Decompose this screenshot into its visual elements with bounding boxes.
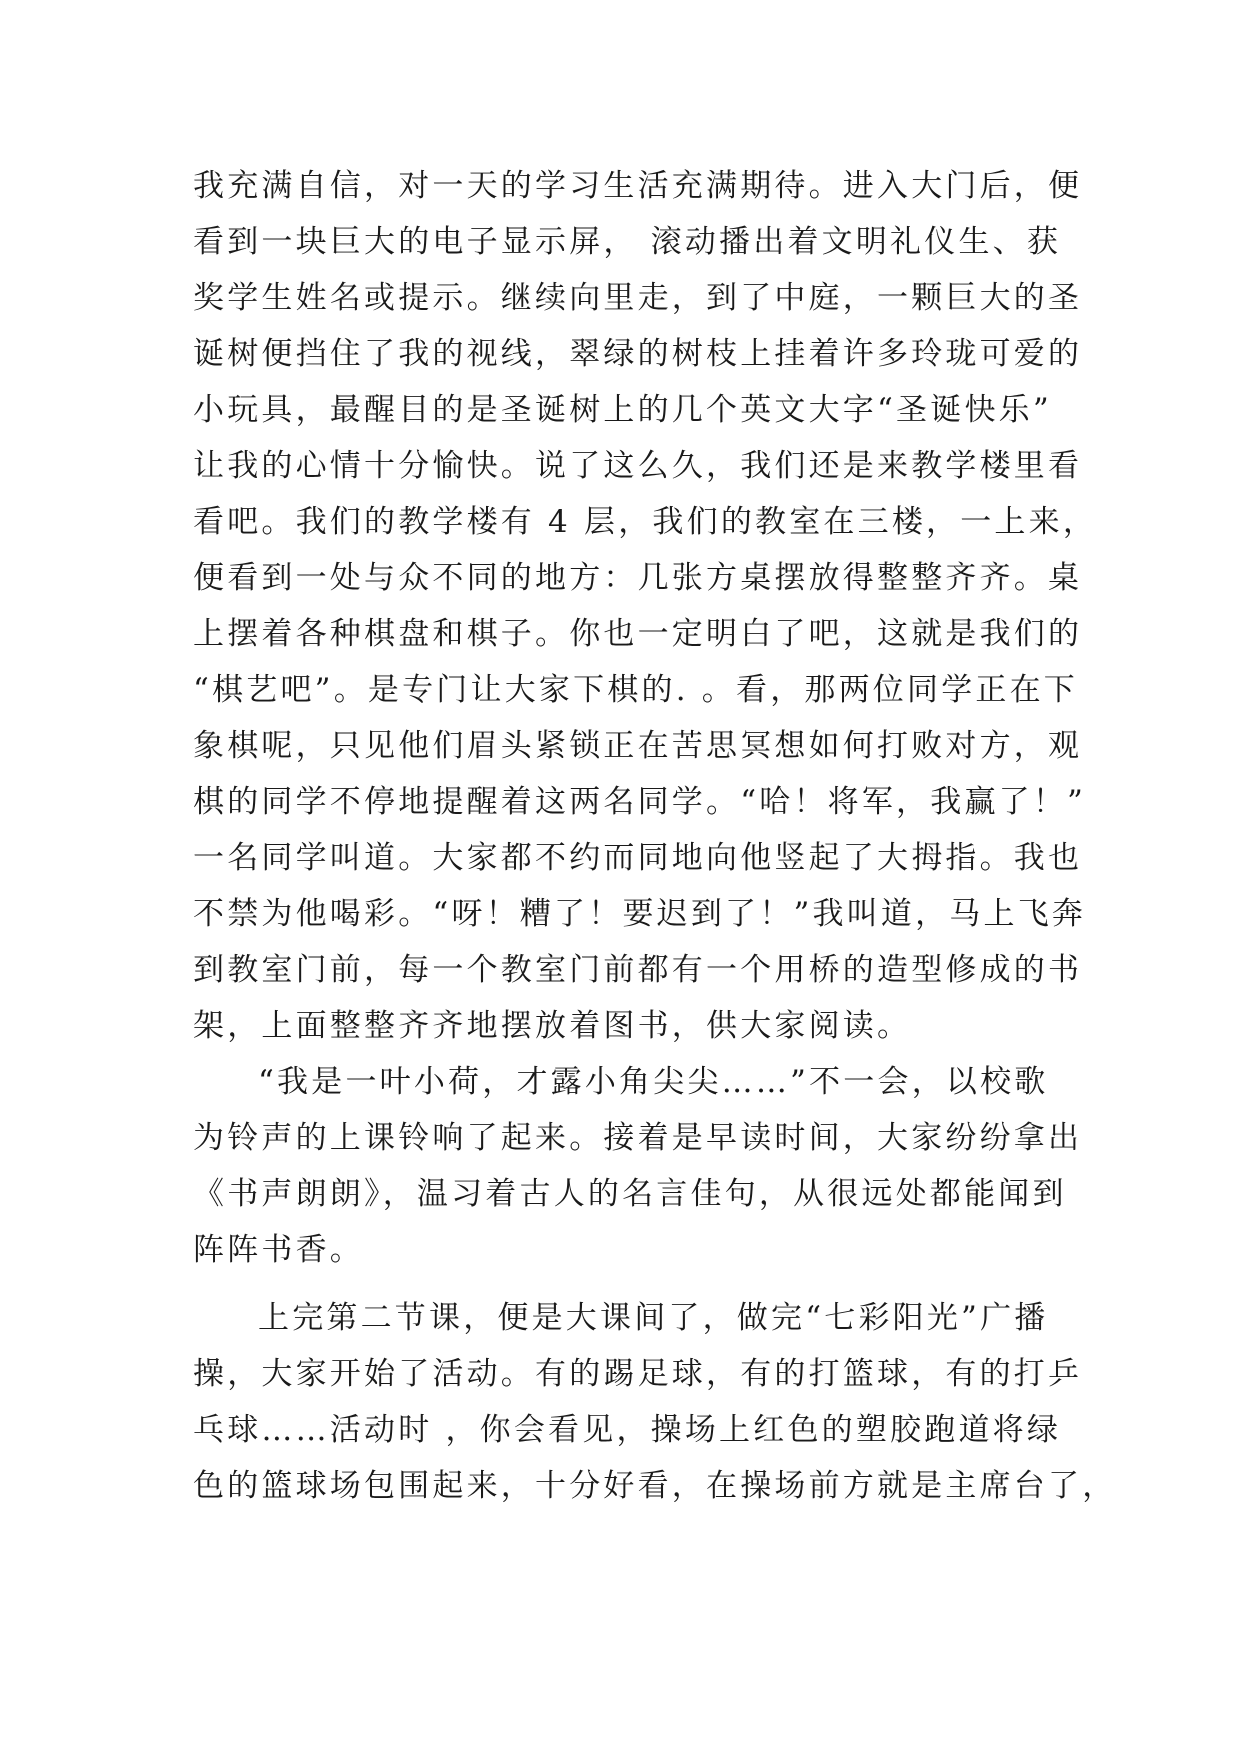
text-line: 操，大家开始了活动。有的踢足球，有的打篮球，有的打乒 <box>193 1356 1083 1392</box>
text-line: 到教室门前，每一个教室门前都有一个用桥的造型修成的书 <box>193 952 1083 988</box>
text-line: 便看到一处与众不同的地方：几张方桌摆放得整整齐齐。桌 <box>193 560 1083 596</box>
text-line: 棋的同学不停地提醒着这两名同学。“哈！将军，我赢了！” <box>193 784 1087 820</box>
text-line: 架，上面整整齐齐地摆放着图书，供大家阅读。 <box>193 1008 912 1044</box>
text-line: 为铃声的上课铃响了起来。接着是早读时间，大家纷纷拿出 <box>193 1120 1083 1156</box>
paragraph-start-line: 上完第二节课，便是大课间了，做完“七彩阳光”广播 <box>258 1300 1049 1336</box>
text-line: 乓球……活动时 ，你会看见，操场上红色的塑胶跑道将绿 <box>193 1412 1062 1448</box>
text-line: 象棋呢，只见他们眉头紧锁正在苦思冥想如何打败对方，观 <box>193 728 1083 764</box>
text-line: 阵阵书香。 <box>193 1232 364 1268</box>
document-body <box>193 158 1117 1514</box>
text-line: “棋艺吧”。是专门让大家下棋的. 。看，那两位同学正在下 <box>193 672 1079 708</box>
text-line: 奖学生姓名或提示。继续向里走，到了中庭，一颗巨大的圣 <box>193 280 1083 316</box>
text-line: 《书声朗朗》，温习着古人的名言佳句，从很远处都能闻到 <box>193 1176 1067 1212</box>
text-line: 看到一块巨大的电子显示屏， 滚动播出着文明礼仪生、获 <box>193 224 1062 260</box>
text-line: 一名同学叫道。大家都不约而同地向他竖起了大拇指。我也 <box>193 840 1083 876</box>
text-line: 上摆着各种棋盘和棋子。你也一定明白了吧，这就是我们的 <box>193 616 1083 652</box>
text-line: 不禁为他喝彩。“呀！糟了！要迟到了！”我叫道，马上飞奔 <box>193 896 1087 932</box>
text-line: 小玩具，最醒目的是圣诞树上的几个英文大字“圣诞快乐” <box>193 392 1052 428</box>
text-line: 诞树便挡住了我的视线，翠绿的树枝上挂着许多玲珑可爱的 <box>193 336 1083 372</box>
text-line: 让我的心情十分愉快。说了这么久，我们还是来教学楼里看 <box>193 448 1083 484</box>
text-line: 色的篮球场包围起来，十分好看，在操场前方就是主席台了， <box>193 1468 1117 1504</box>
paragraph-start-line: “我是一叶小荷，才露小角尖尖……”不一会，以校歌 <box>258 1064 1049 1100</box>
text-line: 我充满自信，对一天的学习生活充满期待。进入大门后，便 <box>193 168 1083 204</box>
text-line: 看吧。我们的教学楼有 4 层，我们的教室在三楼，一上来， <box>193 504 1098 540</box>
